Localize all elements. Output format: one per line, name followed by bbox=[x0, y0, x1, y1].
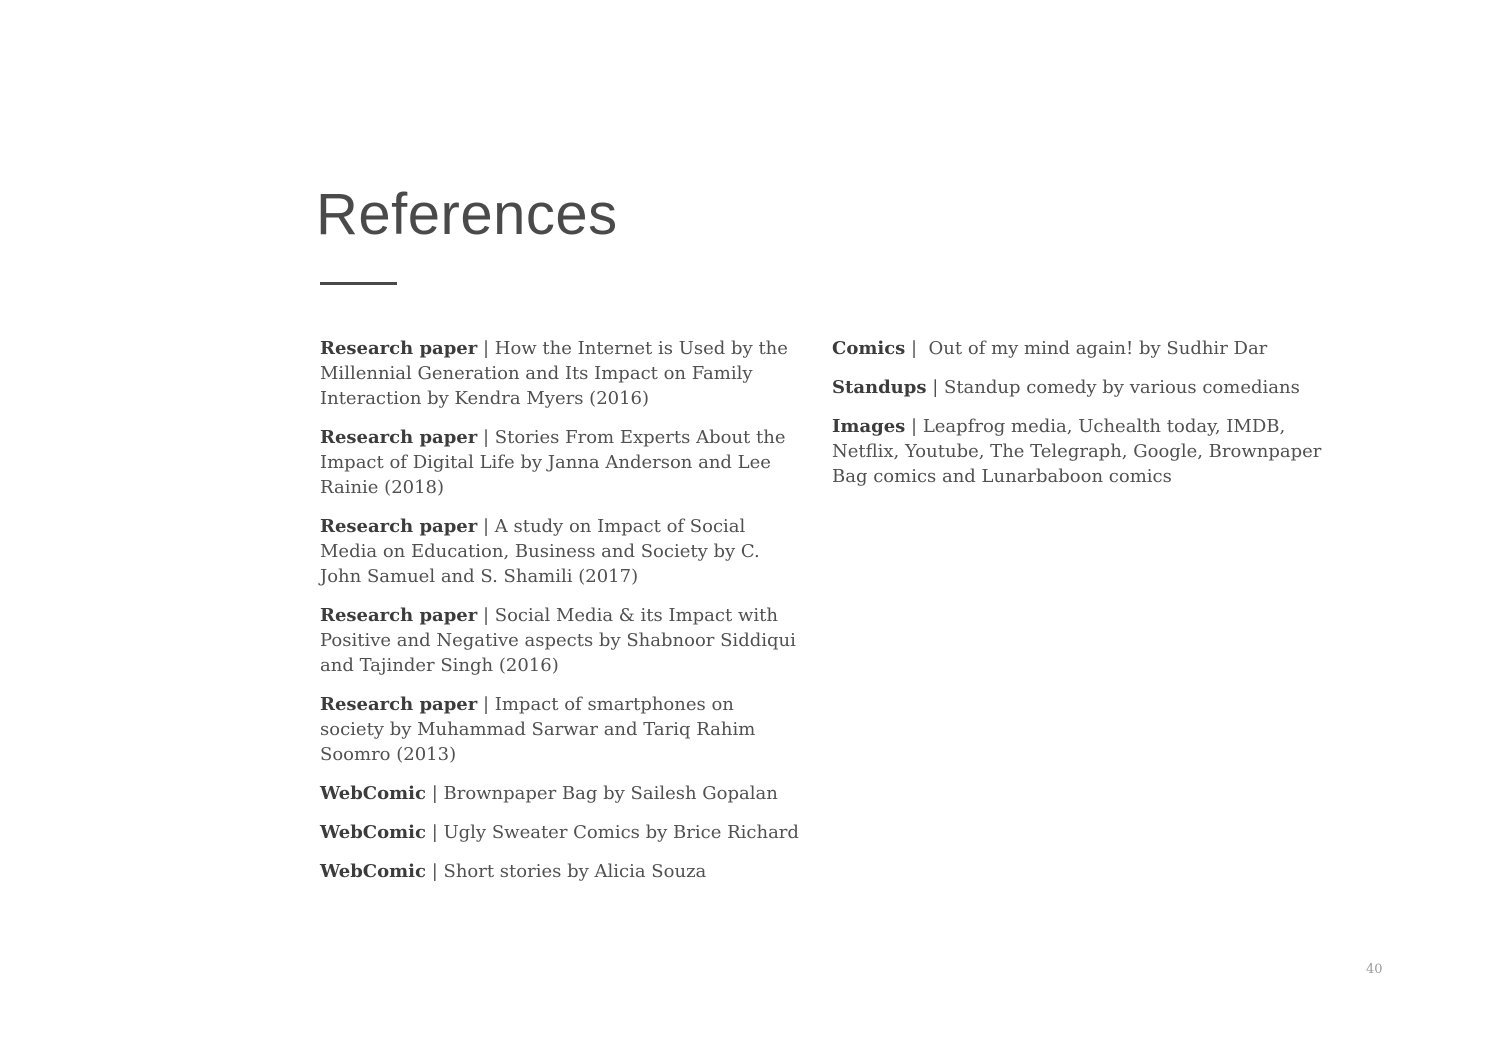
reference-entry bbox=[320, 820, 800, 845]
reference-entry bbox=[320, 692, 800, 767]
reference-type: Research paper bbox=[320, 338, 478, 359]
reference-text: Ugly Sweater Comics by Brice Richard bbox=[443, 822, 799, 843]
reference-text: Brownpaper Bag by Sailesh Gopalan bbox=[443, 783, 778, 804]
reference-entry bbox=[320, 514, 800, 589]
page-number: 40 bbox=[1366, 962, 1383, 977]
reference-type: WebComic bbox=[320, 861, 426, 882]
title-underline bbox=[320, 282, 397, 285]
reference-type: Research paper bbox=[320, 694, 478, 715]
reference-entry bbox=[320, 859, 800, 884]
reference-separator: | bbox=[425, 822, 444, 843]
page-title: References bbox=[316, 182, 618, 247]
reference-entry bbox=[832, 336, 1322, 361]
reference-entry bbox=[832, 375, 1322, 400]
reference-type: Standups bbox=[832, 377, 927, 398]
reference-separator: | bbox=[926, 377, 944, 398]
reference-separator: | bbox=[425, 783, 444, 804]
reference-type: WebComic bbox=[320, 822, 426, 843]
reference-entry bbox=[832, 414, 1322, 489]
reference-text: A study on Impact of Social Media on Education, Business and Society by C. John Samuel and S. Shamili (2017) bbox=[320, 516, 760, 587]
reference-separator: | bbox=[905, 338, 929, 359]
reference-entry bbox=[320, 425, 800, 500]
reference-separator: | bbox=[477, 694, 495, 715]
reference-separator: | bbox=[477, 605, 495, 626]
reference-entry bbox=[320, 781, 800, 806]
reference-separator: | bbox=[477, 516, 495, 537]
reference-text: How the Internet is Used by the Millennial Generation and Its Impact on Family Interaction by Kendra Myers (2016) bbox=[320, 338, 788, 409]
reference-text: Social Media & its Impact with Positive and Negative aspects by Shabnoor Siddiqui and Tajinder Singh (2016) bbox=[320, 605, 796, 676]
references-right-column bbox=[832, 336, 1322, 503]
reference-text: Standup comedy by various comedians bbox=[943, 377, 1300, 398]
reference-entry bbox=[320, 603, 800, 678]
reference-entry bbox=[320, 336, 800, 411]
reference-type: Comics bbox=[832, 338, 906, 359]
reference-text: Out of my mind again! by Sudhir Dar bbox=[928, 338, 1268, 359]
reference-type: Research paper bbox=[320, 516, 478, 537]
references-left-column bbox=[320, 336, 800, 898]
reference-text: Leapfrog media, Uchealth today, IMDB, Netflix, Youtube, The Telegraph, Google, Brownpaper Bag comics and Lunarbaboon comics bbox=[832, 416, 1322, 487]
reference-type: Research paper bbox=[320, 605, 478, 626]
reference-type: Images bbox=[832, 416, 906, 437]
reference-separator: | bbox=[477, 338, 495, 359]
reference-type: WebComic bbox=[320, 783, 426, 804]
reference-separator: | bbox=[905, 416, 923, 437]
reference-separator: | bbox=[477, 427, 495, 448]
reference-type: Research paper bbox=[320, 427, 478, 448]
reference-text: Stories From Experts About the Impact of Digital Life by Janna Anderson and Lee Rainie (2018) bbox=[320, 427, 786, 498]
reference-text: Impact of smartphones on society by Muhammad Sarwar and Tariq Rahim Soomro (2013) bbox=[320, 694, 756, 765]
reference-separator: | bbox=[425, 861, 444, 882]
reference-text: Short stories by Alicia Souza bbox=[443, 861, 707, 882]
